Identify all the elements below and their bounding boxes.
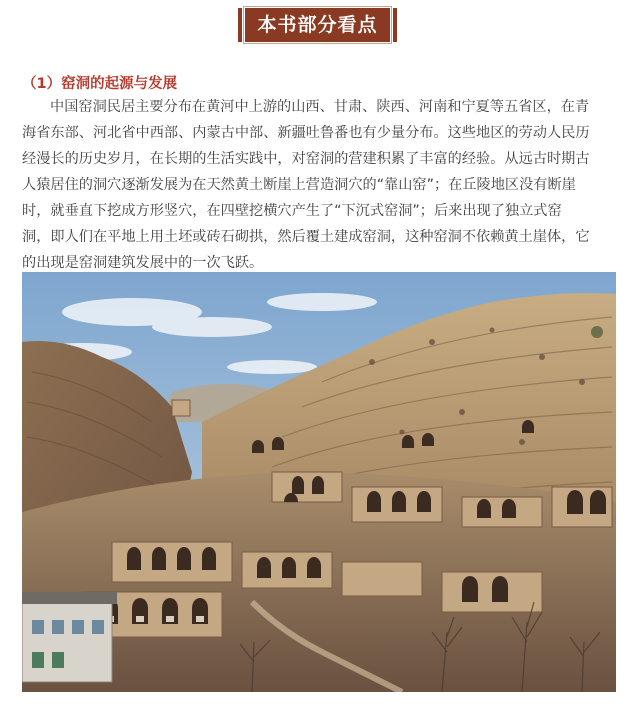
section-title: （1）窑洞的起源与发展 — [22, 76, 178, 92]
paragraph-line: 时，就垂直下挖成方形竖穴，在四壁挖横穴产生了“下沉式窑洞”；后来出现了独立式窑 — [22, 203, 562, 219]
header-bar-right — [393, 8, 397, 42]
paragraph-line: 中国窑洞民居主要分布在黄河中上游的山西、甘肃、陕西、河南和宁夏等五省区，在青 — [50, 99, 590, 115]
paragraph-line: 的出现是窑洞建筑发展中的一次飞跃。 — [22, 255, 264, 271]
header — [0, 6, 635, 44]
header-badge — [238, 8, 396, 42]
header-bar-left — [238, 8, 242, 42]
paragraph-line: 洞，即人们在平地上用土坯或砖石砌拱，然后覆土建成窑洞，这种窑洞不依赖黄土崖体，它 — [22, 229, 590, 245]
cave-village-illustration — [22, 272, 616, 692]
village-house — [22, 592, 117, 682]
body-paragraph — [22, 94, 616, 276]
paragraph-line: 海省东部、河北省中西部、内蒙古中部、新疆吐鲁番也有少量分布。这些地区的劳动人民历 — [22, 125, 590, 141]
paragraph-line: 人猿居住的洞穴逐渐发展为在天然黄土断崖上营造洞穴的“靠山窑”；在丘陵地区没有断崖 — [22, 177, 576, 193]
cave-village-photo — [22, 272, 616, 692]
page-title: 本书部分看点 — [245, 8, 389, 42]
paragraph-line: 经漫长的历史岁月，在长期的生活实践中，对窑洞的营建积累了丰富的经验。从远古时期古 — [22, 151, 590, 167]
